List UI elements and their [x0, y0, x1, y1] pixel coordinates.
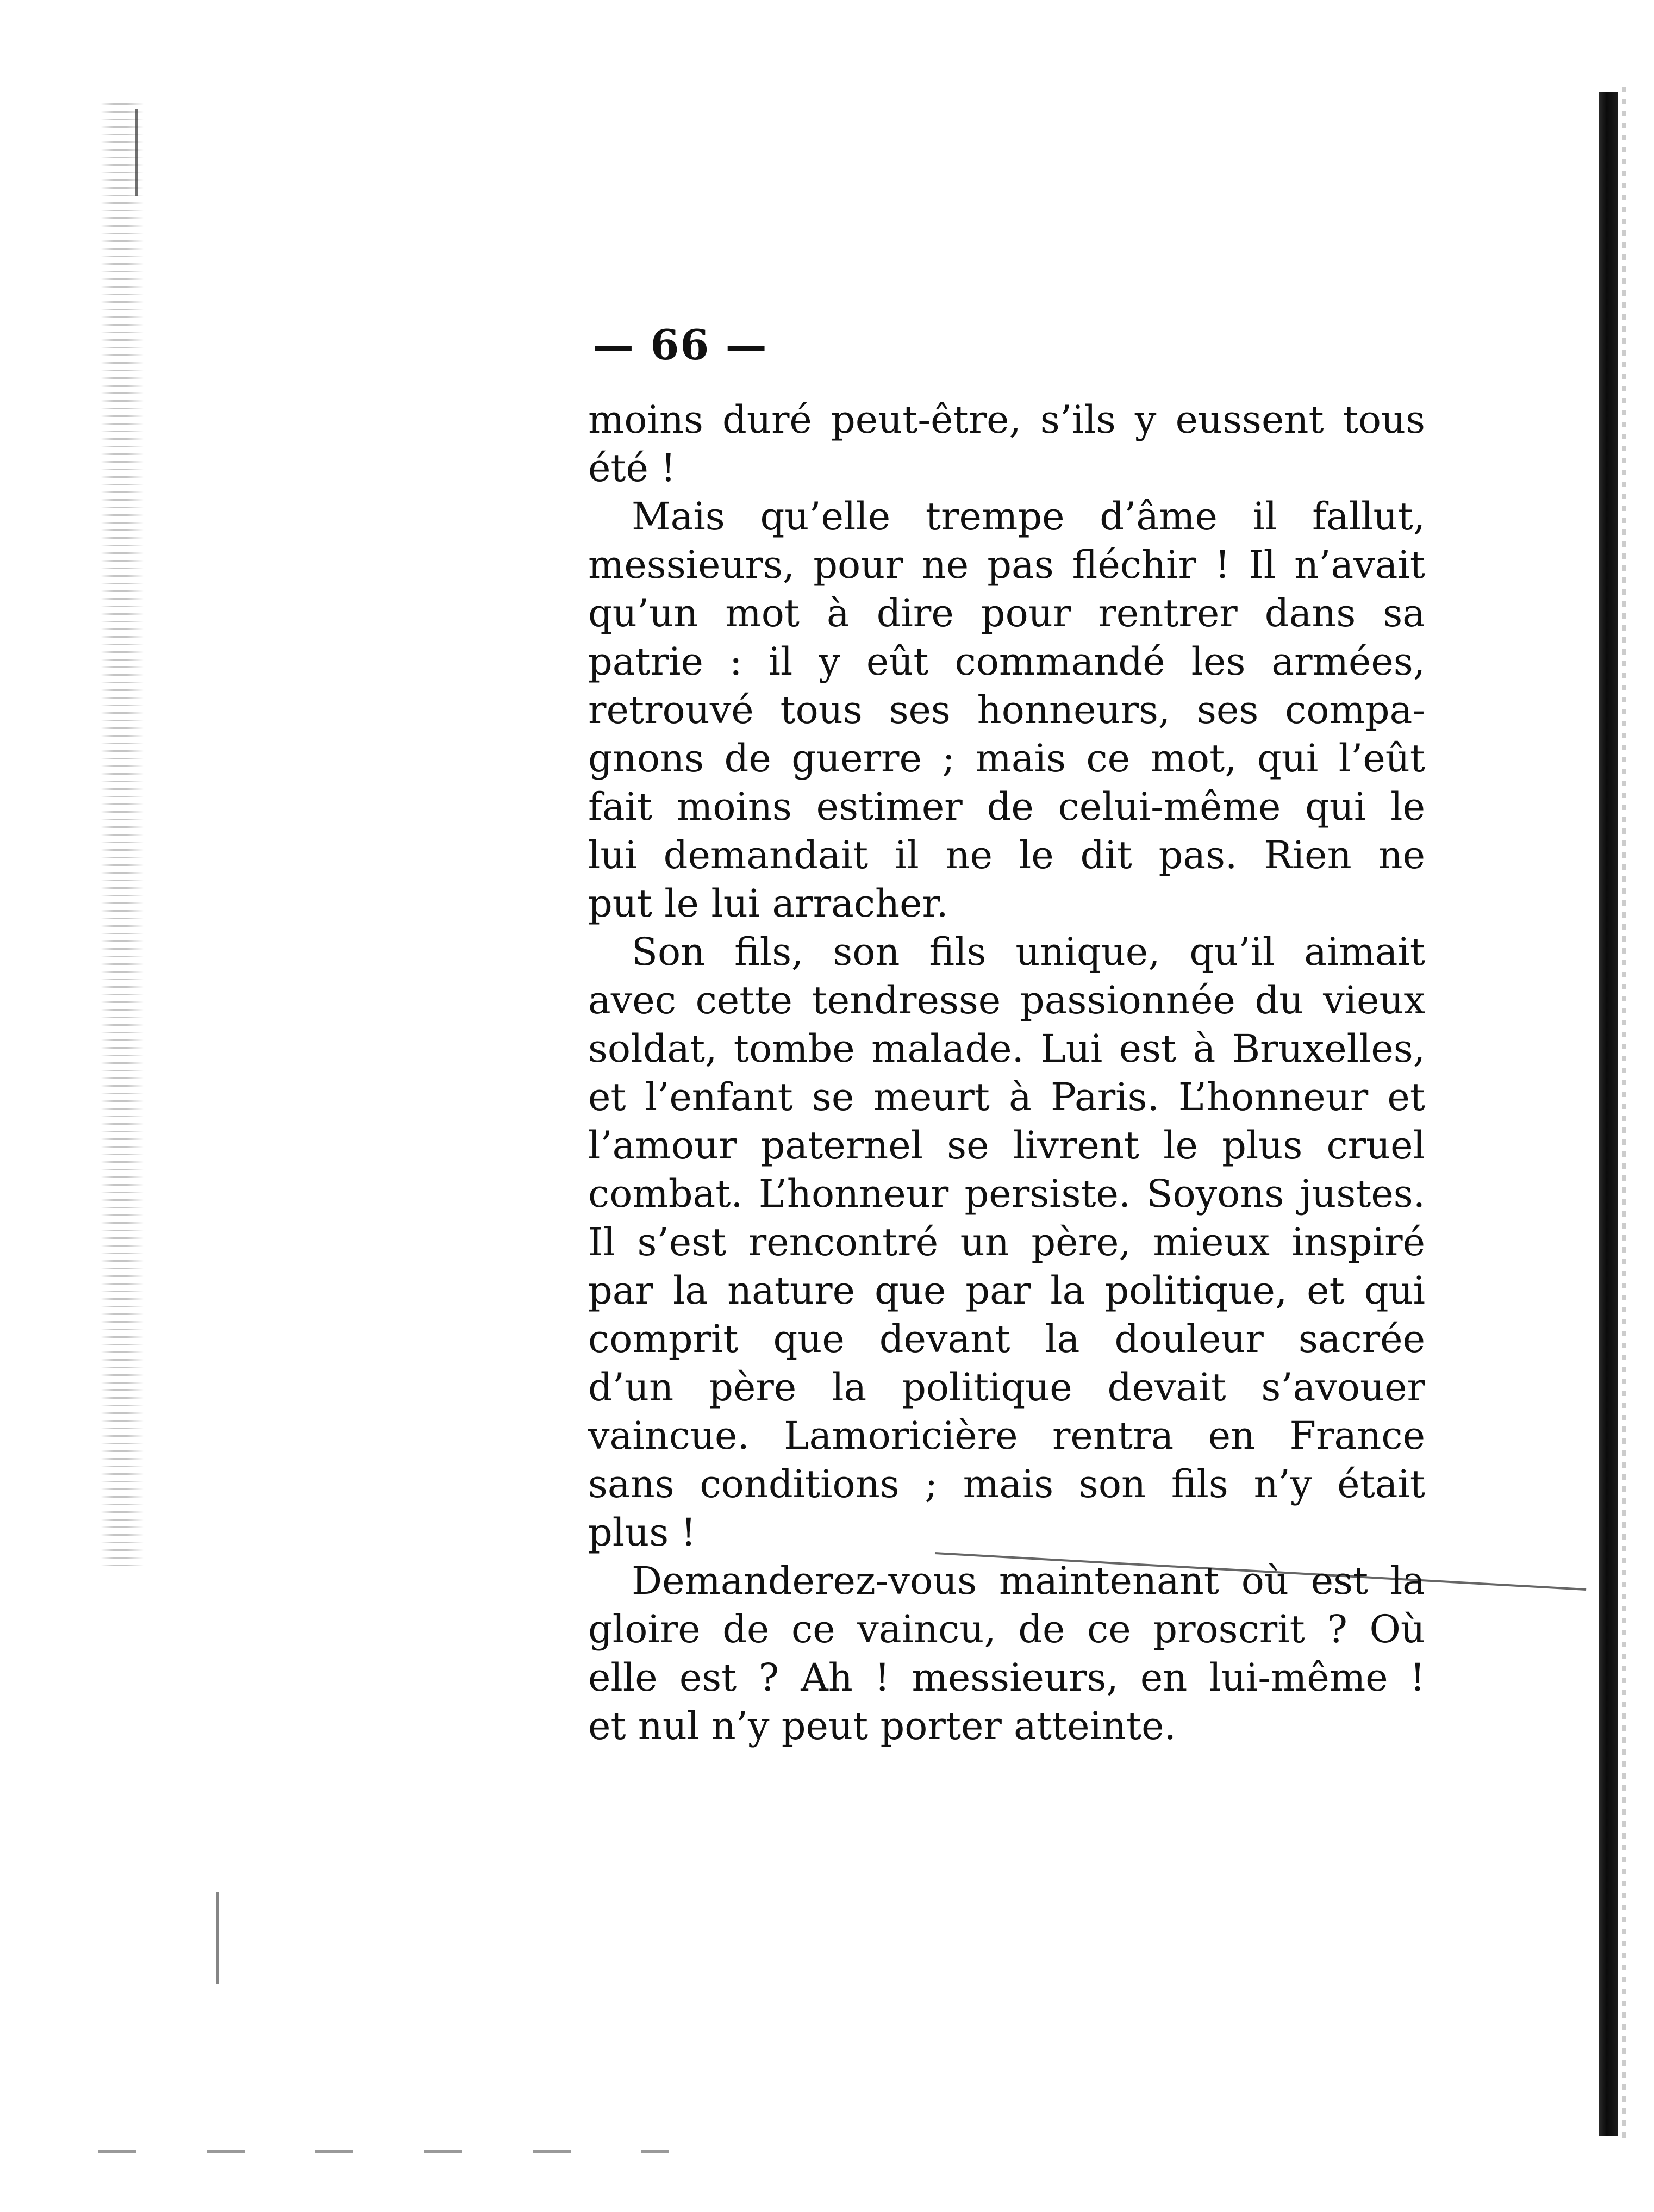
text-line: l’amour paternel se livrent le plus cruel [588, 1123, 1425, 1168]
text-line: moins duré peut-être, s’ils y eussent tous [588, 397, 1425, 442]
text-line: Demanderez-vous maintenant où est la [632, 1559, 1425, 1603]
text-line: retrouvé tous ses honneurs, ses compa- [588, 688, 1425, 732]
text-line: sans conditions ; mais son fils n’y était [588, 1462, 1425, 1506]
right-edge-shadow [1599, 92, 1618, 2136]
text-line: été ! [588, 446, 676, 490]
page-number: — 66 — [592, 321, 768, 369]
text-line: et l’enfant se meurt à Paris. L’honneur et [588, 1075, 1425, 1119]
left-margin-mark-lower [216, 1892, 219, 1984]
text-line: par la nature que par la politique, et qui [588, 1268, 1425, 1313]
text-line: vaincue. Lamoricière rentra en France [588, 1413, 1425, 1458]
body-text [588, 396, 1425, 1750]
text-line: gloire de ce vaincu, de ce proscrit ? Où [588, 1607, 1425, 1652]
text-line: gnons de guerre ; mais ce mot, qui l’eût [588, 736, 1425, 781]
text-line: qu’un mot à dire pour rentrer dans sa [588, 591, 1425, 635]
bottom-margin-marks [98, 2150, 669, 2153]
left-margin-mark [135, 109, 138, 196]
text-line: Mais qu’elle trempe d’âme il fallut, [632, 494, 1425, 539]
text-line: elle est ? Ah ! messieurs, en lui-même ! [588, 1655, 1425, 1700]
text-line: put le lui arracher. [588, 881, 948, 926]
text-line: combat. L’honneur persiste. Soyons justes. [588, 1172, 1425, 1216]
text-line: patrie : il y eût commandé les armées, [588, 639, 1425, 684]
text-line: Il s’est rencontré un père, mieux inspiré [588, 1220, 1425, 1264]
text-line: fait moins estimer de celui-même qui le [588, 784, 1425, 829]
paragraph [588, 396, 1425, 493]
text-line: d’un père la politique devait s’avouer [588, 1365, 1425, 1410]
text-line: soldat, tombe malade. Lui est à Bruxelles, [588, 1026, 1425, 1071]
text-line: comprit que devant la douleur sacrée [588, 1317, 1425, 1361]
paragraph [588, 493, 1425, 928]
right-edge-texture [1622, 87, 1626, 2142]
text-line: lui demandait il ne le dit pas. Rien ne [588, 833, 1425, 877]
left-margin-noise [101, 103, 144, 1571]
text-line: avec cette tendresse passionnée du vieux [588, 978, 1425, 1023]
text-line: plus ! [588, 1510, 696, 1555]
text-line: et nul n’y peut porter atteinte. [588, 1704, 1176, 1748]
paragraph [588, 1557, 1425, 1750]
text-line: Son fils, son fils unique, qu’il aimait [632, 930, 1425, 974]
paragraph [588, 928, 1425, 1557]
text-line: messieurs, pour ne pas fléchir ! Il n’avait [588, 543, 1425, 587]
